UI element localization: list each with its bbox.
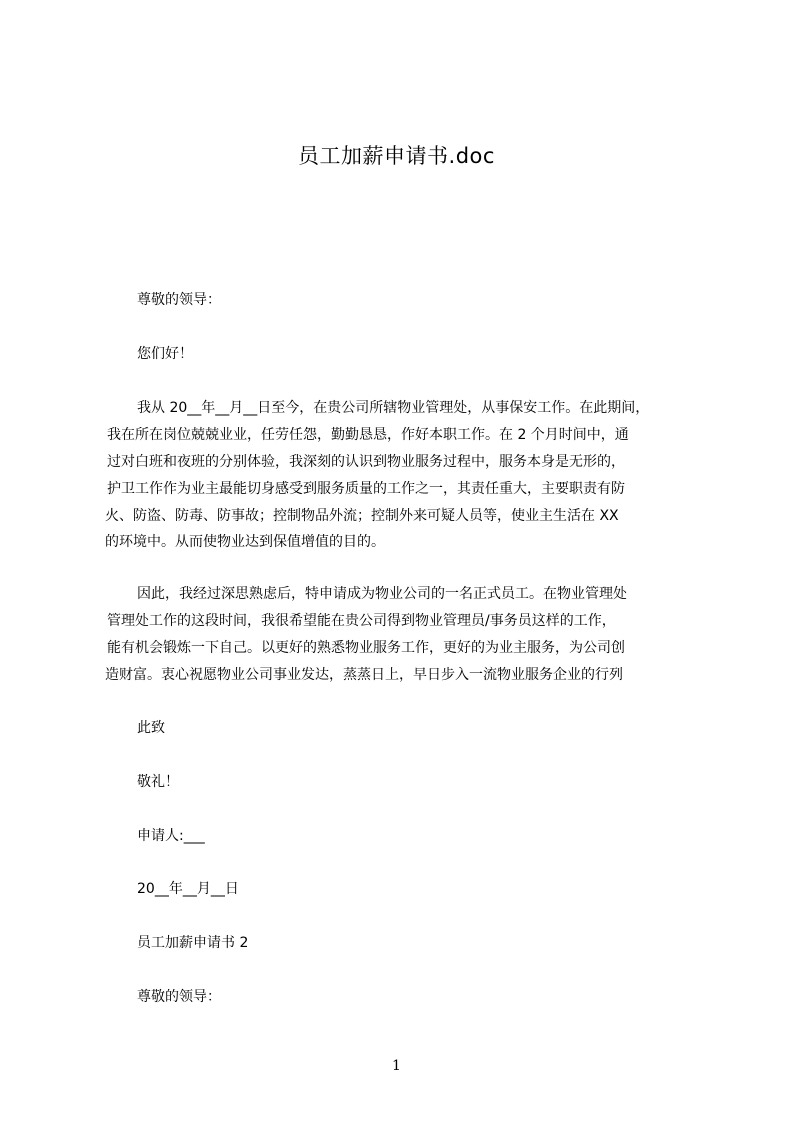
application-date: 20__年__月__日 (137, 881, 239, 897)
paragraph-line: 火、防盗、防毒、防事故；控制物品外流；控制外来可疑人员等，使业主生活在 XX (105, 508, 619, 524)
paragraph-line: 我从 20__年__月__日至今，在贵公司所辖物业管理处，从事保安工作。在此期间， (137, 400, 650, 416)
paragraph-line: 过对白班和夜班的分别体验，我深刻的认识到物业服务过程中，服务本身是无形的， (107, 454, 625, 470)
page-number: 1 (392, 1058, 401, 1074)
paragraph-line: 的环境中。从而使物业达到保值增值的目的。 (105, 534, 385, 550)
regards: 敬礼！ (137, 774, 179, 790)
paragraph-line: 能有机会锻炼一下自己。以更好的熟悉物业服务工作，更好的为业主服务，为公司创 (107, 640, 625, 656)
section-2-title: 员工加薪申请书 2 (137, 935, 249, 951)
paragraph-line: 护卫工作作为业主最能切身感受到服务质量的工作之一，其责任重大，主要职责有防 (107, 481, 625, 497)
paragraph-line: 管理处工作的这段时间，我很希望能在贵公司得到物业管理员/事务员这样的工作， (107, 613, 616, 629)
applicant-signature: 申请人:___ (137, 828, 205, 844)
salutation: 尊敬的领导： (137, 292, 221, 308)
closing: 此致 (137, 720, 165, 736)
salutation-2: 尊敬的领导： (137, 989, 221, 1005)
document-title: 员工加薪申请书.doc (298, 144, 495, 168)
greeting: 您们好！ (137, 346, 193, 362)
paragraph-line: 因此，我经过深思熟虑后，特申请成为物业公司的一名正式员工。在物业管理处 (137, 586, 627, 602)
paragraph-line: 造财富。衷心祝愿物业公司事业发达，蒸蒸日上，早日步入一流物业服务企业的行列 (105, 667, 623, 683)
paragraph-line: 我在所在岗位兢兢业业，任劳任怨，勤勤恳恳，作好本职工作。在 2 个月时间中，通 (107, 427, 629, 443)
